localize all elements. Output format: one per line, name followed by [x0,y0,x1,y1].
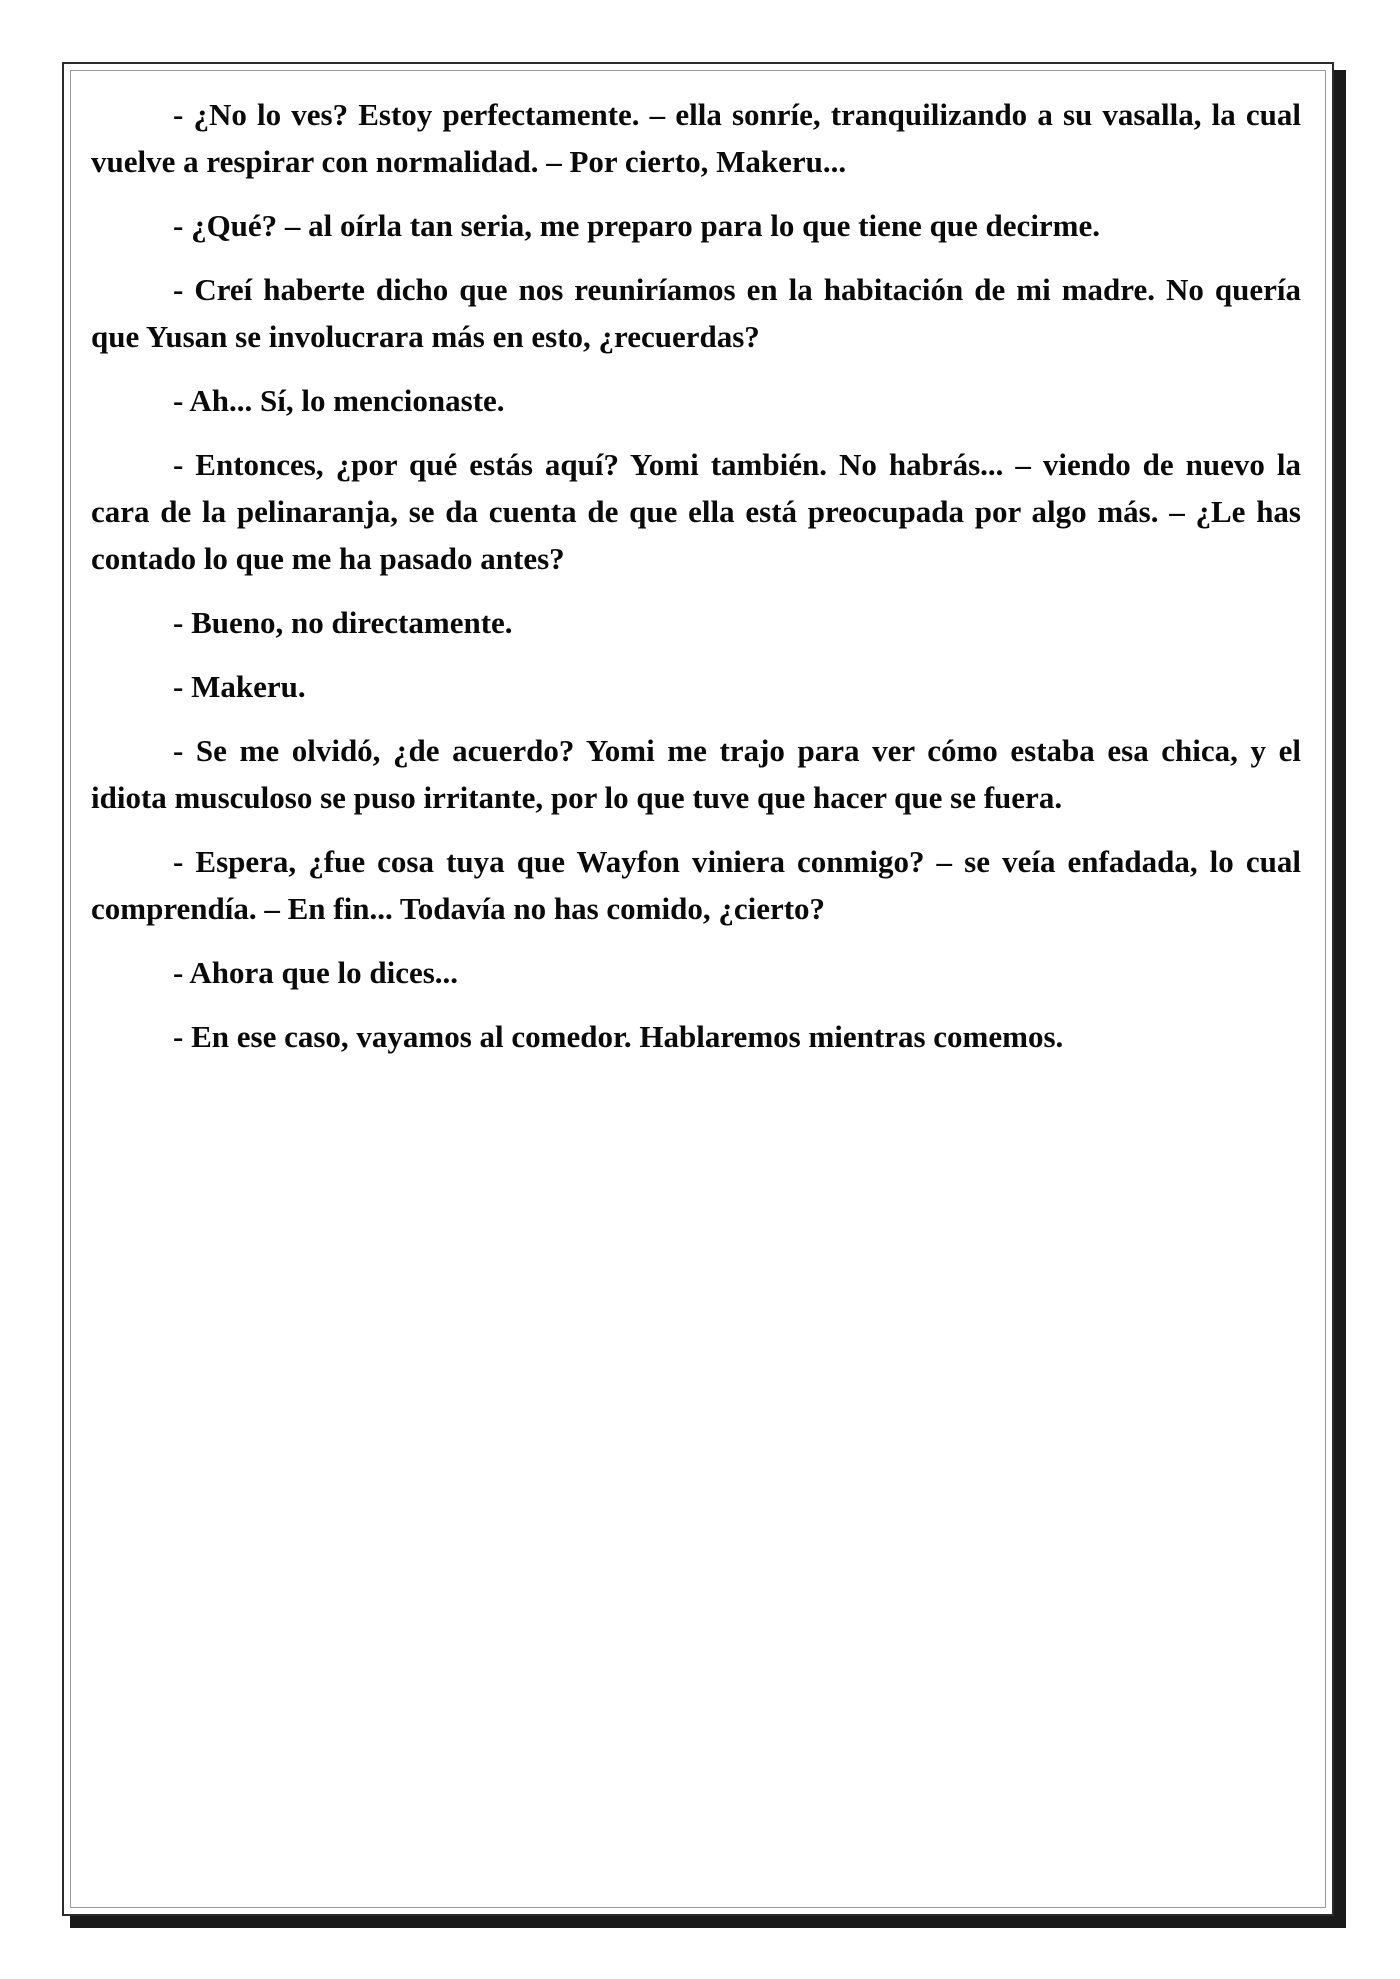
paragraph: - ¿No lo ves? Estoy perfectamente. – ella sonríe, tranquilizando a su vasalla, la cual vuelve a respirar con normalidad. – Por cierto, Makeru... [91,97,1301,179]
paragraph: - En ese caso, vayamos al comedor. Hablaremos mientras comemos. [173,1019,1064,1054]
paragraph: - Ah... Sí, lo mencionaste. [173,383,505,418]
paragraph: - Bueno, no directamente. [173,605,513,640]
page [62,62,1334,1916]
paragraph: - Creí haberte dicho que nos reuniríamos en la habitación de mi madre. No quería que Yusan se involucrara más en esto, ¿recuerdas? [91,272,1301,354]
paragraph: - Se me olvidó, ¿de acuerdo? Yomi me trajo para ver cómo estaba esa chica, y el idiota musculoso se puso irritante, por lo que tuve que hacer que se fuera. [91,733,1301,815]
paragraph: - ¿Qué? – al oírla tan seria, me preparo para lo que tiene que decirme. [173,208,1101,243]
paragraph: - Entonces, ¿por qué estás aquí? Yomi también. No habrás... – viendo de nuevo la cara de la pelinaranja, se da cuenta de que ella está preocupada por algo más. – ¿Le has contado lo que me ha pasado antes? [91,447,1301,576]
page-body [91,91,1301,1077]
paragraph: - Espera, ¿fue cosa tuya que Wayfon viniera conmigo? – se veía enfadada, lo cual comprendía. – En fin... Todavía no has comido, ¿cierto? [91,844,1301,926]
page-inner-border [70,70,1326,1908]
paragraph: - Makeru. [173,669,306,704]
paragraph: - Ahora que lo dices... [173,955,459,990]
